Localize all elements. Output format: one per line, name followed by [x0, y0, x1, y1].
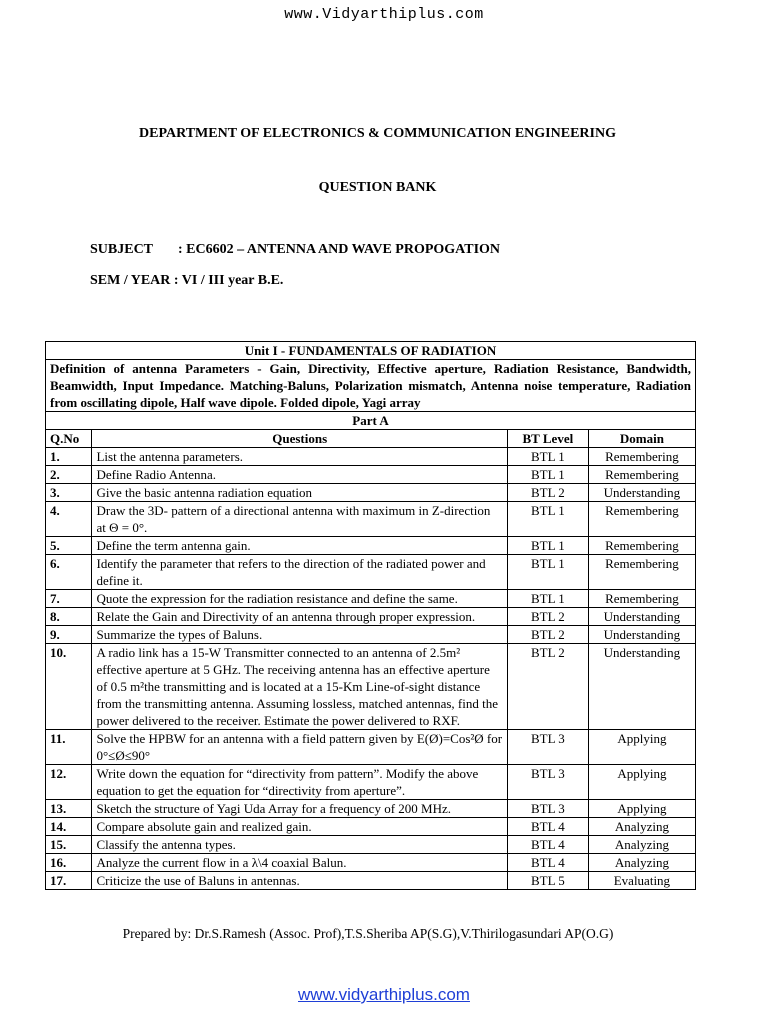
bt-level: BTL 4: [507, 818, 588, 836]
table-row: [46, 872, 696, 890]
table-header-row: [46, 430, 696, 448]
domain: Analyzing: [588, 854, 695, 872]
subject-value: : EC6602 – ANTENNA AND WAVE PROPOGATION: [178, 242, 501, 257]
table-row: [46, 765, 696, 800]
bt-level: BTL 4: [507, 854, 588, 872]
sem-year-line: SEM / YEAR : VI / III year B.E.: [90, 273, 284, 288]
question-text: List the antenna parameters.: [92, 448, 507, 466]
bt-level: BTL 3: [507, 730, 588, 765]
question-number: 16.: [46, 854, 92, 872]
question-number: 9.: [46, 626, 92, 644]
bt-level: BTL 1: [507, 555, 588, 590]
question-number: 14.: [46, 818, 92, 836]
table-row: [46, 590, 696, 608]
question-number: 8.: [46, 608, 92, 626]
question-text: Draw the 3D- pattern of a directional antenna with maximum in Z-direction at Θ = 0°.: [92, 502, 507, 537]
table-row: [46, 854, 696, 872]
table-row: [46, 626, 696, 644]
table-row: [46, 836, 696, 854]
header-site-url: www.Vidyarthiplus.com: [284, 6, 484, 23]
domain: Understanding: [588, 644, 695, 730]
question-number: 6.: [46, 555, 92, 590]
question-text: Summarize the types of Baluns.: [92, 626, 507, 644]
syllabus-text: Definition of antenna Parameters - Gain, Directivity, Effective aperture, Radiation Resistance, Bandwidth, Beamwidth, Input Impedance. Matching-Baluns, Polarization mismatch, Antenna noise temperature, Radiation from oscillating dipole, Half wave dipole. Folded dipole, Yagi array: [46, 360, 696, 412]
question-text: Relate the Gain and Directivity of an antenna through proper expression.: [92, 608, 507, 626]
bt-level: BTL 4: [507, 836, 588, 854]
question-number: 5.: [46, 537, 92, 555]
header-domain: Domain: [588, 430, 695, 448]
question-number: 4.: [46, 502, 92, 537]
domain: Remembering: [588, 590, 695, 608]
table-row: [46, 644, 696, 730]
footer-link[interactable]: www.vidyarthiplus.com: [298, 985, 470, 1004]
question-text: Define Radio Antenna.: [92, 466, 507, 484]
domain: Analyzing: [588, 818, 695, 836]
domain: Remembering: [588, 537, 695, 555]
table-row: [46, 555, 696, 590]
table-row: [46, 448, 696, 466]
department-title: DEPARTMENT OF ELECTRONICS & COMMUNICATION ENGINEERING: [139, 126, 616, 141]
document-title: QUESTION BANK: [318, 180, 437, 195]
part-row: [46, 412, 696, 430]
domain: Remembering: [588, 555, 695, 590]
bt-level: BTL 1: [507, 466, 588, 484]
domain: Evaluating: [588, 872, 695, 890]
bt-level: BTL 3: [507, 800, 588, 818]
domain: Understanding: [588, 608, 695, 626]
subject-line: [90, 242, 500, 258]
domain: Applying: [588, 800, 695, 818]
bt-level: BTL 3: [507, 765, 588, 800]
question-text: Give the basic antenna radiation equation: [92, 484, 507, 502]
question-table: [45, 341, 696, 890]
domain: Remembering: [588, 466, 695, 484]
question-number: 1.: [46, 448, 92, 466]
domain: Remembering: [588, 502, 695, 537]
question-number: 3.: [46, 484, 92, 502]
question-text: Criticize the use of Baluns in antennas.: [92, 872, 507, 890]
table-row: [46, 800, 696, 818]
table-row: [46, 537, 696, 555]
question-number: 7.: [46, 590, 92, 608]
table-row: [46, 484, 696, 502]
question-number: 12.: [46, 765, 92, 800]
header-questions: Questions: [92, 430, 507, 448]
syllabus-row: [46, 360, 696, 412]
domain: Analyzing: [588, 836, 695, 854]
question-text: Compare absolute gain and realized gain.: [92, 818, 507, 836]
bt-level: BTL 1: [507, 590, 588, 608]
bt-level: BTL 1: [507, 502, 588, 537]
question-text: Solve the HPBW for an antenna with a field pattern given by E(Ø)=Cos²Ø for 0°≤Ø≤90°: [92, 730, 507, 765]
domain: Applying: [588, 765, 695, 800]
question-text: A radio link has a 15-W Transmitter connected to an antenna of 2.5m² effective aperture at 5 GHz. The receiving antenna has an effective aperture of 0.5 m²the transmitting and is located at a 15-Km Line-of-sight distance from the transmitting antenna. Assuming lossless, matched antennas, find the power delivered to the receiver. Estimate the power delivered to RXF.: [92, 644, 507, 730]
bt-level: BTL 2: [507, 608, 588, 626]
question-text: Write down the equation for “directivity from pattern”. Modify the above equation to get the equation for “directivity from aperture”.: [92, 765, 507, 800]
domain: Understanding: [588, 484, 695, 502]
bt-level: BTL 1: [507, 537, 588, 555]
table-row: [46, 608, 696, 626]
question-number: 13.: [46, 800, 92, 818]
question-number: 2.: [46, 466, 92, 484]
question-text: Classify the antenna types.: [92, 836, 507, 854]
question-text: Quote the expression for the radiation resistance and define the same.: [92, 590, 507, 608]
bt-level: BTL 2: [507, 644, 588, 730]
part-title: Part A: [46, 412, 696, 430]
question-text: Analyze the current flow in a λ\4 coaxial Balun.: [92, 854, 507, 872]
bt-level: BTL 2: [507, 626, 588, 644]
table-row: [46, 818, 696, 836]
domain: Understanding: [588, 626, 695, 644]
header-qno: Q.No: [46, 430, 92, 448]
subject-label: SUBJECT: [90, 242, 154, 257]
prepared-by: Prepared by: Dr.S.Ramesh (Assoc. Prof),T.S.Sheriba AP(S.G),V.Thirilogasundari AP(O.G): [122, 926, 614, 941]
domain: Remembering: [588, 448, 695, 466]
question-text: Sketch the structure of Yagi Uda Array for a frequency of 200 MHz.: [92, 800, 507, 818]
table-row: [46, 730, 696, 765]
bt-level: BTL 2: [507, 484, 588, 502]
question-number: 17.: [46, 872, 92, 890]
question-number: 15.: [46, 836, 92, 854]
question-number: 10.: [46, 644, 92, 730]
unit-title: Unit I - FUNDAMENTALS OF RADIATION: [46, 342, 696, 360]
header-bt-level: BT Level: [507, 430, 588, 448]
question-text: Identify the parameter that refers to the direction of the radiated power and define it.: [92, 555, 507, 590]
table-row: [46, 502, 696, 537]
bt-level: BTL 5: [507, 872, 588, 890]
table-row: [46, 466, 696, 484]
question-text: Define the term antenna gain.: [92, 537, 507, 555]
bt-level: BTL 1: [507, 448, 588, 466]
question-number: 11.: [46, 730, 92, 765]
unit-row: [46, 342, 696, 360]
domain: Applying: [588, 730, 695, 765]
